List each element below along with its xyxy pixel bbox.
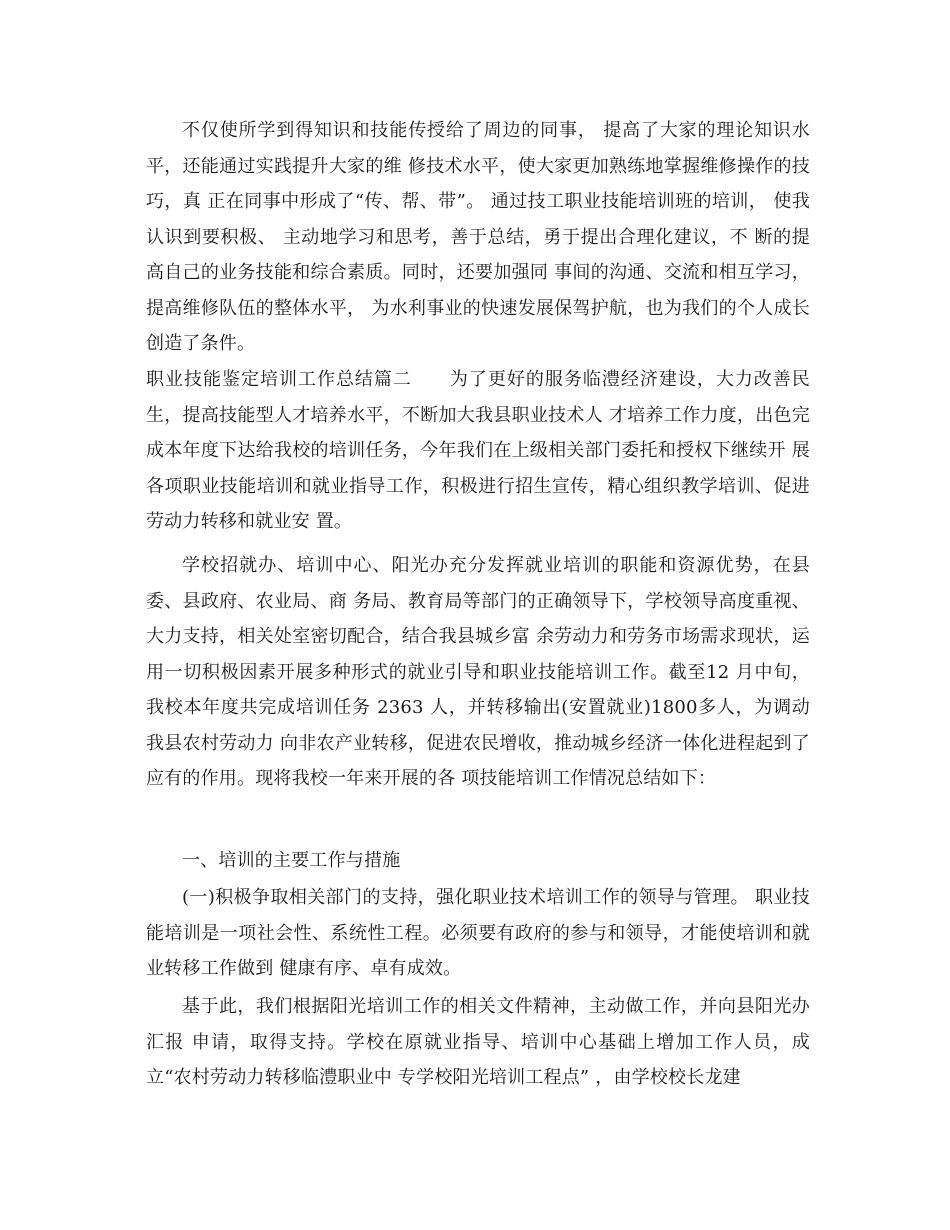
section-heading: 一、培训的主要工作与措施 (182, 850, 401, 871)
paragraph-1: 不仅使所学到得知识和技能传授给了周边的同事， 提高了大家的理论知识水平，还能通过实践提升大家的维 修技术水平，使大家更加熟练地掌握维修操作的技巧，真 正在同事中形成了“传、帮、带”。 通过技工职业技能培训班的培训， 使我认识到要积极、 主动地学习和思考，善于总结，勇于提出合理化建议，不 断的提高自己的业务技能和综合素质。同时，还要加强同 事间的沟通、交流和相互学习，提高维修队伍的整体水平， 为水利事业的快速发展保驾护航，也为我们的个人成长创造了条件。 (146, 120, 810, 354)
paragraph-4: (一)积极争取相关部门的支持，强化职业技术培训工作的领导与管理。 职业技能培训是一项社会性、系统性工程。必须要有政府的参与和领导，才能使培训和就业转移工作做到 健康有序、卓有成效。 (146, 887, 810, 979)
paragraph-2: 职业技能鉴定培训工作总结篇二 为了更好的服务临澧经济建设，大力改善民生，提高技能型人才培养水平，不断加大我县职业技术人 才培养工作力度，出色完成本年度下达给我校的培训任务，今年我们在上级相关部门委托和授权下继续开 展各项职业技能培训和就业指导工作，积极进行招生宣传，精心组织教学培训、促进劳动力转移和就业安 置。 (146, 369, 810, 532)
paragraph-3: 学校招就办、培训中心、阳光办充分发挥就业培训的职能和资源优势，在县委、县政府、农业局、商 务局、教育局等部门的正确领导下，学校领导高度重视、大力支持，相关处室密切配合，结合我县城乡富 余劳动力和劳务市场需求现状，运用一切积极因素开展多种形式的就业引导和职业技能培训工作。截至12 月中旬，我校本年度共完成培训任务 2363 人，并转移输出(安置就业)1800多人，为调动我县农村劳动力 向非农产业转移，促进农民增收，推动城乡经济一体化进程起到了应有的作用。现将我校一年来开展的各 项技能培训工作情况总结如下： (146, 555, 810, 789)
paragraph-5: 基于此，我们根据阳光培训工作的相关文件精神，主动做工作，并向县阳光办汇报 申请，取得支持。学校在原就业指导、培训中心基础上增加工作人员，成立“农村劳动力转移临澧职业中 专学校阳光培训工程点” ，由学校校长龙建 (146, 996, 810, 1088)
